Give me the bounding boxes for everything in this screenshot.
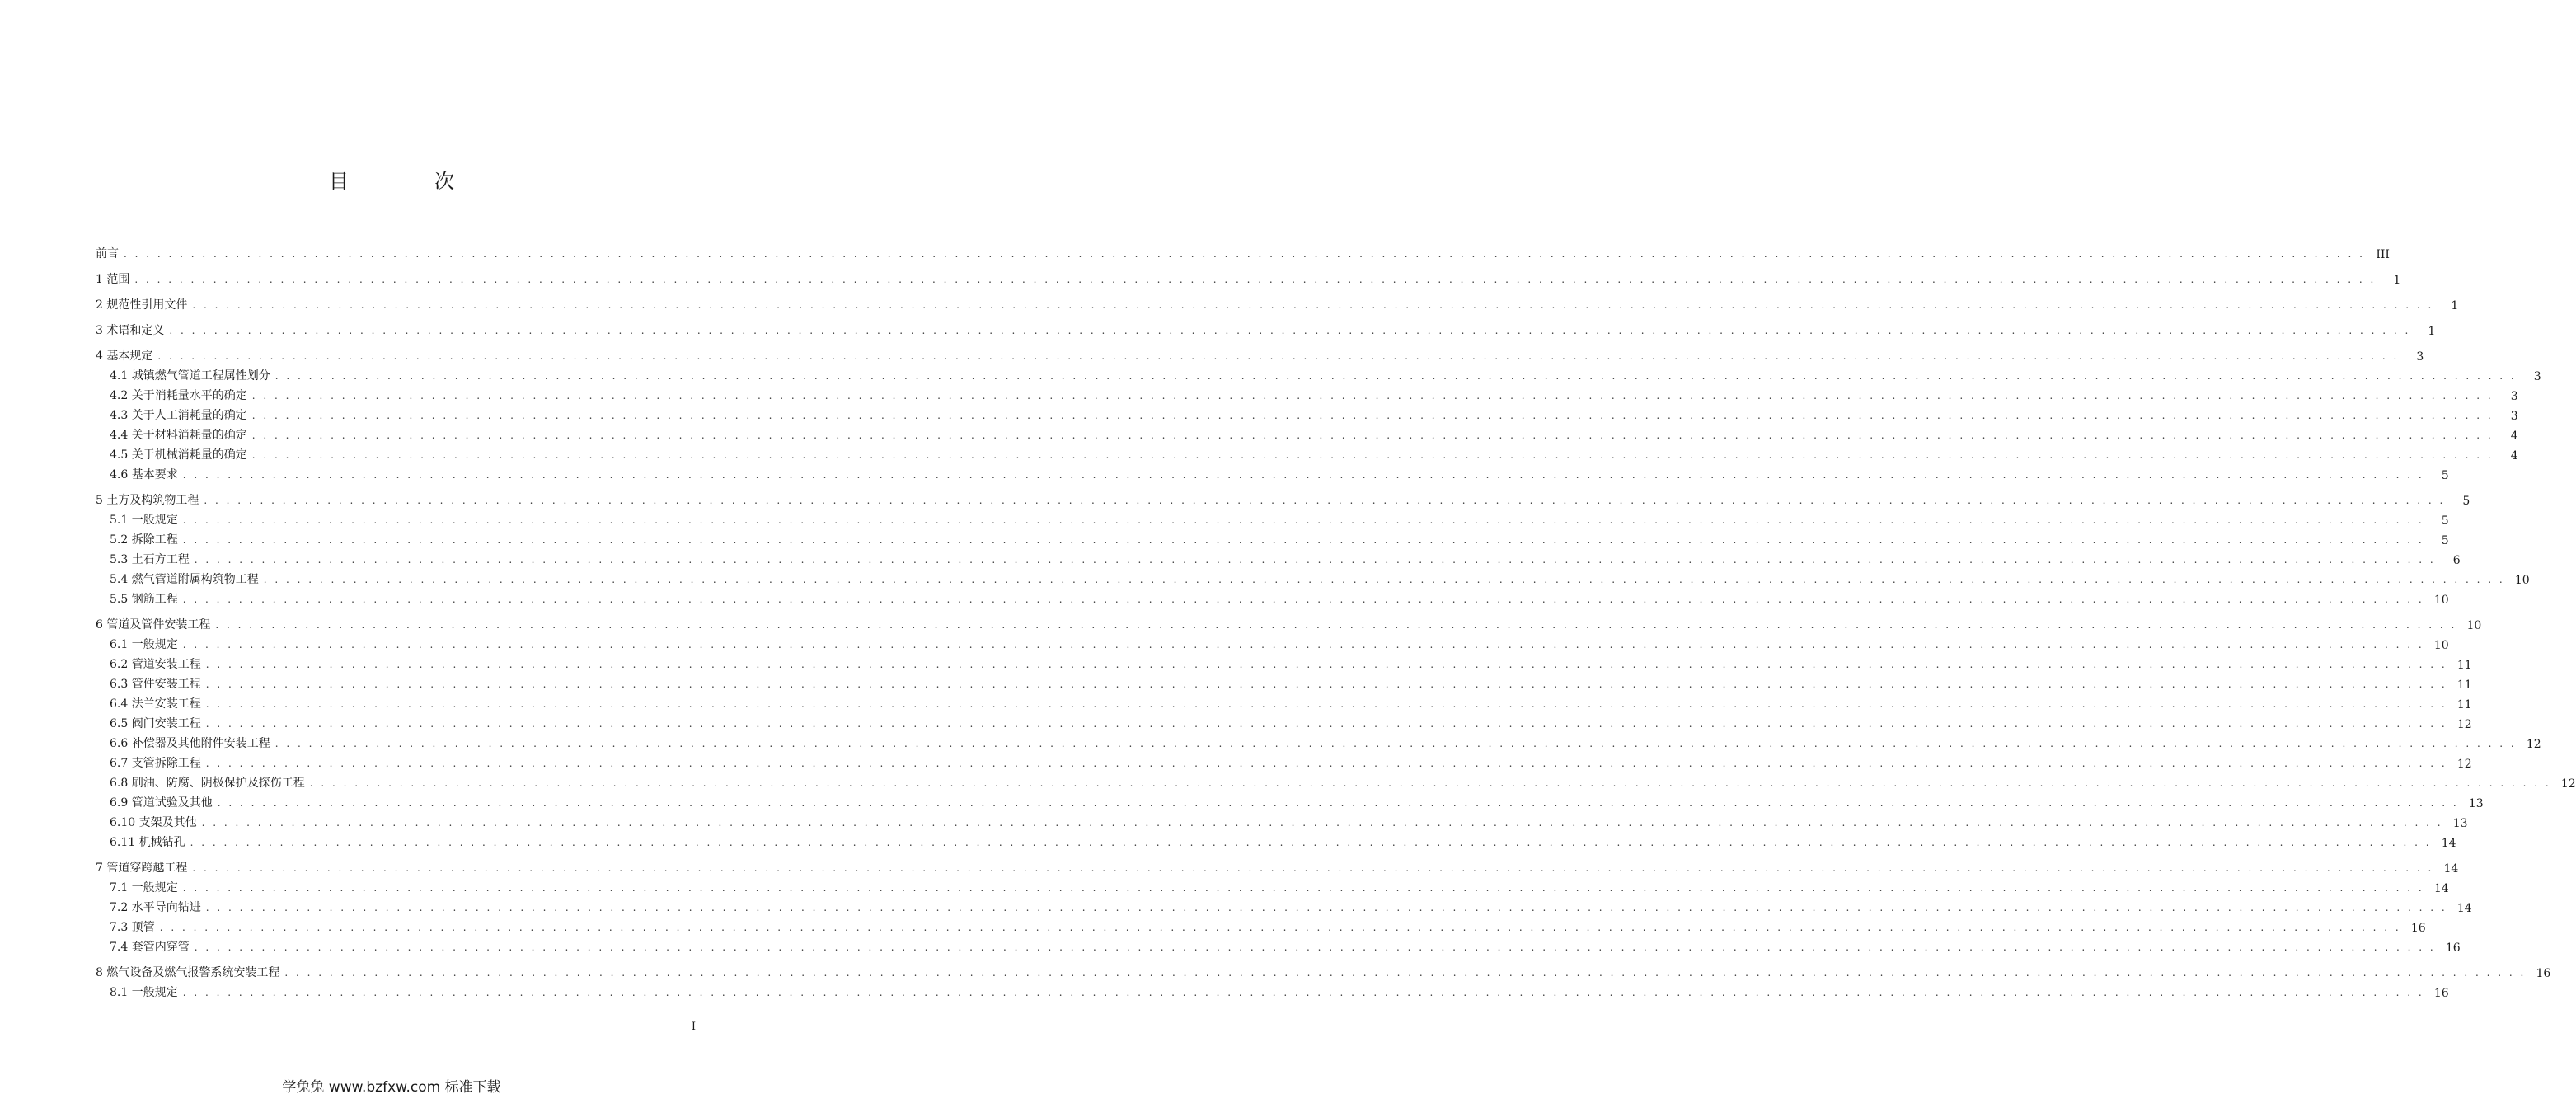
toc-entry-page: 5 [2441, 469, 2449, 482]
toc-entry-page: 10 [2514, 574, 2530, 587]
toc-leader-dots: . . . . . . . . . . . . . . . . . . . . . . . . . . . . . . . . . . . . . . . . . . . . . . . . . . . . . . . . . . . . . . . . . . . . . . . . . . . . . . . . . . . . . . . . . . . . . . . . . . . . . . . . . . . . . . . . . . . . . . . . . . . . . . . . . . . . . . . . . . . . . . . . . . . . . . . . . . . . . . . . . . . . . . . . . . . . . . . . . . . . . . . . . . . . . . . . . . . . . . . . [274, 370, 2517, 382]
toc-entry-label: 4.6 基本要求 [110, 468, 178, 481]
toc-entry-label: 5.4 燃气管道附属构筑物工程 [110, 573, 259, 586]
toc-entry-label: 4 基本规定 [96, 350, 153, 363]
toc-leader-dots: . . . . . . . . . . . . . . . . . . . . . . . . . . . . . . . . . . . . . . . . . . . . . . . . . . . . . . . . . . . . . . . . . . . . . . . . . . . . . . . . . . . . . . . . . . . . . . . . . . . . . . . . . . . . . . . . . . . . . . . . . . . . . . . . . . . . . . . . . . . . . . . . . . . . . . . . . . . . . . . . . . . . . . . . . . . . . . . . . . . . . . . . . . . . . . . . . . . . . . . . [201, 817, 2443, 829]
toc-entry[interactable] [96, 876, 2449, 895]
toc-entry[interactable] [96, 567, 2530, 587]
toc-entry-page: 11 [2456, 678, 2472, 692]
toc-entry[interactable] [96, 915, 2426, 935]
toc-entry-label: 2 规范性引用文件 [96, 298, 188, 312]
toc-entry-page: 16 [2433, 987, 2449, 1000]
toc-entry-label: 7.3 顶管 [110, 921, 155, 934]
toc-entry-label: 5.1 一般规定 [110, 514, 178, 527]
toc-leader-dots: . . . . . . . . . . . . . . . . . . . . . . . . . . . . . . . . . . . . . . . . . . . . . . . . . . . . . . . . . . . . . . . . . . . . . . . . . . . . . . . . . . . . . . . . . . . . . . . . . . . . . . . . . . . . . . . . . . . . . . . . . . . . . . . . . . . . . . . . . . . . . . . . . . . . . . . . . . . . . . . . . . . . . . . . . . . . . . . . . . . . . . . . . . . . . . . . . . . . . . . . [182, 987, 2424, 998]
toc-entry[interactable] [96, 652, 2472, 672]
toc-leader-dots: . . . . . . . . . . . . . . . . . . . . . . . . . . . . . . . . . . . . . . . . . . . . . . . . . . . . . . . . . . . . . . . . . . . . . . . . . . . . . . . . . . . . . . . . . . . . . . . . . . . . . . . . . . . . . . . . . . . . . . . . . . . . . . . . . . . . . . . . . . . . . . . . . . . . . . . . . . . . . . . . . . . . . . . . . . . . . . . . . . . . . . . . . . . . . . . . . . . . . . . . [194, 554, 2436, 566]
toc-leader-dots: . . . . . . . . . . . . . . . . . . . . . . . . . . . . . . . . . . . . . . . . . . . . . . . . . . . . . . . . . . . . . . . . . . . . . . . . . . . . . . . . . . . . . . . . . . . . . . . . . . . . . . . . . . . . . . . . . . . . . . . . . . . . . . . . . . . . . . . . . . . . . . . . . . . . . . . . . . . . . . . . . . . . . . . . . . . . . . . . . . . . . . . . . . . . . . . . . . . . . . . . [251, 430, 2494, 441]
toc-entry-label: 5 土方及构筑物工程 [96, 494, 199, 507]
toc-entry-label: 4.5 关于机械消耗量的确定 [110, 448, 247, 462]
toc-entry-page: III [2376, 248, 2390, 261]
toc-leader-dots: . . . . . . . . . . . . . . . . . . . . . . . . . . . . . . . . . . . . . . . . . . . . . . . . . . . . . . . . . . . . . . . . . . . . . . . . . . . . . . . . . . . . . . . . . . . . . . . . . . . . . . . . . . . . . . . . . . . . . . . . . . . . . . . . . . . . . . . . . . . . . . . . . . . . . . . . . . . . . . . . . . . . . . . . . . . . . . . . . . . . . . . . . . . . . . . . . . . . . . . . [205, 902, 2447, 913]
toc-entry-page: 12 [2526, 738, 2541, 751]
footer-watermark: 学兔兔 www.bzfxw.com 标准下载 [282, 1079, 501, 1096]
toc-entry-label: 6.3 管件安装工程 [110, 678, 201, 691]
toc-entry-page: 14 [2443, 862, 2459, 876]
toc-entry-label: 6.8 刷油、防腐、阴极保护及探伤工程 [110, 777, 305, 790]
toc-entry-label: 4.2 关于消耗量水平的确定 [110, 389, 247, 402]
toc-leader-dots: . . . . . . . . . . . . . . . . . . . . . . . . . . . . . . . . . . . . . . . . . . . . . . . . . . . . . . . . . . . . . . . . . . . . . . . . . . . . . . . . . . . . . . . . . . . . . . . . . . . . . . . . . . . . . . . . . . . . . . . . . . . . . . . . . . . . . . . . . . . . . . . . . . . . . . . . . . . . . . . . . . . . . . . . . . . . . . . . . . . . . . . . . . . . . . . . . . . . . . . . [157, 350, 2400, 362]
toc-entry-label: 7.1 一般规定 [110, 881, 178, 894]
toc-entry[interactable] [96, 607, 2482, 632]
page-number: I [691, 1021, 696, 1033]
toc-entry-page: 14 [2433, 882, 2449, 895]
toc-entry-label: 1 范围 [96, 273, 130, 286]
toc-entry[interactable] [96, 364, 2541, 383]
toc-entry[interactable] [96, 935, 2461, 955]
toc-entry-label: 4.1 城镇燃气管道工程属性划分 [110, 369, 270, 383]
toc-entry[interactable] [96, 751, 2472, 771]
toc-entry[interactable] [96, 955, 2551, 980]
toc-entry[interactable] [96, 423, 2518, 443]
toc-entry-label: 6.11 机械钻孔 [110, 836, 185, 849]
toc-entry-page: 13 [2452, 817, 2468, 830]
toc-entry-page: 14 [2456, 902, 2472, 915]
toc-leader-dots: . . . . . . . . . . . . . . . . . . . . . . . . . . . . . . . . . . . . . . . . . . . . . . . . . . . . . . . . . . . . . . . . . . . . . . . . . . . . . . . . . . . . . . . . . . . . . . . . . . . . . . . . . . . . . . . . . . . . . . . . . . . . . . . . . . . . . . . . . . . . . . . . . . . . . . . . . . . . . . . . . . . . . . . . . . . . . . . . . . . . . . . . . . . . . . . . . . . . . . . . [182, 639, 2424, 650]
toc-entry-label: 7 管道穿跨越工程 [96, 862, 188, 875]
toc-entry-page: 4 [2510, 430, 2518, 443]
toc-leader-dots: . . . . . . . . . . . . . . . . . . . . . . . . . . . . . . . . . . . . . . . . . . . . . . . . . . . . . . . . . . . . . . . . . . . . . . . . . . . . . . . . . . . . . . . . . . . . . . . . . . . . . . . . . . . . . . . . . . . . . . . . . . . . . . . . . . . . . . . . . . . . . . . . . . . . . . . . . . . . . . . . . . . . . . . . . . . . . . . . . . . . . . . . . . . . . . . . . . . . . . . . [204, 495, 2446, 506]
toc-entry-page: 3 [2533, 370, 2541, 383]
toc-entry[interactable] [96, 692, 2472, 711]
toc-entry-page: 5 [2441, 534, 2449, 547]
toc-entry[interactable] [96, 632, 2449, 652]
table-of-contents [96, 236, 2576, 1000]
toc-entry[interactable] [96, 403, 2518, 423]
toc-entry-label: 7.4 套管内穿管 [110, 941, 190, 954]
toc-entry-page: 16 [2536, 967, 2551, 980]
toc-leader-dots: . . . . . . . . . . . . . . . . . . . . . . . . . . . . . . . . . . . . . . . . . . . . . . . . . . . . . . . . . . . . . . . . . . . . . . . . . . . . . . . . . . . . . . . . . . . . . . . . . . . . . . . . . . . . . . . . . . . . . . . . . . . . . . . . . . . . . . . . . . . . . . . . . . . . . . . . . . . . . . . . . . . . . . . . . . . . . . . . . . . . . . . . . . . . . . . . . . . . . . . . [284, 967, 2527, 979]
toc-entry-label: 前言 [96, 247, 119, 261]
toc-entry-page: 3 [2510, 410, 2518, 423]
toc-entry-page: 5 [2441, 514, 2449, 528]
toc-leader-dots: . . . . . . . . . . . . . . . . . . . . . . . . . . . . . . . . . . . . . . . . . . . . . . . . . . . . . . . . . . . . . . . . . . . . . . . . . . . . . . . . . . . . . . . . . . . . . . . . . . . . . . . . . . . . . . . . . . . . . . . . . . . . . . . . . . . . . . . . . . . . . . . . . . . . . . . . . . . . . . . . . . . . . . . . . . . . . . . . . . . . . . . . . . . . . . . . . . . . . . . . [205, 718, 2447, 730]
toc-leader-dots: . . . . . . . . . . . . . . . . . . . . . . . . . . . . . . . . . . . . . . . . . . . . . . . . . . . . . . . . . . . . . . . . . . . . . . . . . . . . . . . . . . . . . . . . . . . . . . . . . . . . . . . . . . . . . . . . . . . . . . . . . . . . . . . . . . . . . . . . . . . . . . . . . . . . . . . . . . . . . . . . . . . . . . . . . . . . . . . . . . . . . . . . . . . . . . . . . . . . . . . . [205, 678, 2447, 690]
toc-entry-page: 11 [2456, 698, 2472, 711]
toc-entry[interactable] [96, 482, 2470, 508]
toc-entry-page: 12 [2560, 777, 2576, 791]
toc-entry[interactable] [96, 443, 2518, 462]
toc-entry-page: 5 [2462, 495, 2470, 508]
toc-leader-dots: . . . . . . . . . . . . . . . . . . . . . . . . . . . . . . . . . . . . . . . . . . . . . . . . . . . . . . . . . . . . . . . . . . . . . . . . . . . . . . . . . . . . . . . . . . . . . . . . . . . . . . . . . . . . . . . . . . . . . . . . . . . . . . . . . . . . . . . . . . . . . . . . . . . . . . . . . . . . . . . . . . . . . . . . . . . . . . . . . . . . . . . . . . . . . . . . . . . . . . . . [274, 738, 2517, 749]
toc-entry[interactable] [96, 508, 2449, 528]
toc-entry-label: 6.10 支架及其他 [110, 816, 197, 829]
toc-entry-page: 16 [2445, 941, 2461, 955]
toc-entry-label: 6.7 支管拆除工程 [110, 757, 201, 770]
toc-leader-dots: . . . . . . . . . . . . . . . . . . . . . . . . . . . . . . . . . . . . . . . . . . . . . . . . . . . . . . . . . . . . . . . . . . . . . . . . . . . . . . . . . . . . . . . . . . . . . . . . . . . . . . . . . . . . . . . . . . . . . . . . . . . . . . . . . . . . . . . . . . . . . . . . . . . . . . . . . . . . . . . . . . . . . . . . . . . . . . . . . . . . . . . . . . . . . . . . . . . . . . . . [182, 514, 2424, 526]
toc-entry[interactable] [96, 287, 2459, 312]
toc-leader-dots: . . . . . . . . . . . . . . . . . . . . . . . . . . . . . . . . . . . . . . . . . . . . . . . . . . . . . . . . . . . . . . . . . . . . . . . . . . . . . . . . . . . . . . . . . . . . . . . . . . . . . . . . . . . . . . . . . . . . . . . . . . . . . . . . . . . . . . . . . . . . . . . . . . . . . . . . . . . . . . . . . . . . . . . . . . . . . . . . . . . . . . . . . . . . . . . . . . . . . . . . [205, 698, 2447, 710]
toc-entry-page: 12 [2456, 718, 2472, 731]
toc-entry-label: 6 管道及管件安装工程 [96, 618, 211, 631]
toc-entry[interactable] [96, 236, 2390, 261]
toc-entry[interactable] [96, 547, 2461, 567]
toc-entry-label: 6.6 补偿器及其他附件安装工程 [110, 737, 270, 750]
toc-leader-dots: . . . . . . . . . . . . . . . . . . . . . . . . . . . . . . . . . . . . . . . . . . . . . . . . . . . . . . . . . . . . . . . . . . . . . . . . . . . . . . . . . . . . . . . . . . . . . . . . . . . . . . . . . . . . . . . . . . . . . . . . . . . . . . . . . . . . . . . . . . . . . . . . . . . . . . . . . . . . . . . . . . . . . . . . . . . . . . . . . . . . . . . . . . . . . . . . . . . . . . . . [182, 469, 2424, 481]
toc-leader-dots: . . . . . . . . . . . . . . . . . . . . . . . . . . . . . . . . . . . . . . . . . . . . . . . . . . . . . . . . . . . . . . . . . . . . . . . . . . . . . . . . . . . . . . . . . . . . . . . . . . . . . . . . . . . . . . . . . . . . . . . . . . . . . . . . . . . . . . . . . . . . . . . . . . . . . . . . . . . . . . . . . . . . . . . . . . . . . . . . . . . . . . . . . . . . . . . . . . . . . . . . [263, 574, 2505, 585]
toc-leader-dots: . . . . . . . . . . . . . . . . . . . . . . . . . . . . . . . . . . . . . . . . . . . . . . . . . . . . . . . . . . . . . . . . . . . . . . . . . . . . . . . . . . . . . . . . . . . . . . . . . . . . . . . . . . . . . . . . . . . . . . . . . . . . . . . . . . . . . . . . . . . . . . . . . . . . . . . . . . . . . . . . . . . . . . . . . . . . . . . . . . . . . . . . . . . . . . . . . . . . . . . . [205, 659, 2447, 670]
toc-leader-dots: . . . . . . . . . . . . . . . . . . . . . . . . . . . . . . . . . . . . . . . . . . . . . . . . . . . . . . . . . . . . . . . . . . . . . . . . . . . . . . . . . . . . . . . . . . . . . . . . . . . . . . . . . . . . . . . . . . . . . . . . . . . . . . . . . . . . . . . . . . . . . . . . . . . . . . . . . . . . . . . . . . . . . . . . . . . . . . . . . . . . . . . . . . . . . . . . . . . . . . . . [251, 390, 2494, 401]
toc-entry-page: 6 [2452, 554, 2461, 567]
toc-leader-dots: . . . . . . . . . . . . . . . . . . . . . . . . . . . . . . . . . . . . . . . . . . . . . . . . . . . . . . . . . . . . . . . . . . . . . . . . . . . . . . . . . . . . . . . . . . . . . . . . . . . . . . . . . . . . . . . . . . . . . . . . . . . . . . . . . . . . . . . . . . . . . . . . . . . . . . . . . . . . . . . . . . . . . . . . . . . . . . . . . . . . . . . . . . . . . . . . . . . . . . . . [182, 594, 2424, 605]
toc-entry-page: 12 [2456, 758, 2472, 771]
toc-entry-page: 1 [2451, 299, 2459, 312]
toc-leader-dots: . . . . . . . . . . . . . . . . . . . . . . . . . . . . . . . . . . . . . . . . . . . . . . . . . . . . . . . . . . . . . . . . . . . . . . . . . . . . . . . . . . . . . . . . . . . . . . . . . . . . . . . . . . . . . . . . . . . . . . . . . . . . . . . . . . . . . . . . . . . . . . . . . . . . . . . . . . . . . . . . . . . . . . . . . . . . . . . . . . . . . . . . . . . . . . . . . . . . . . . . [169, 325, 2411, 336]
toc-entry-label: 5.2 拆除工程 [110, 533, 178, 547]
toc-entry-label: 8 燃气设备及燃气报警系统安装工程 [96, 966, 280, 979]
toc-leader-dots: . . . . . . . . . . . . . . . . . . . . . . . . . . . . . . . . . . . . . . . . . . . . . . . . . . . . . . . . . . . . . . . . . . . . . . . . . . . . . . . . . . . . . . . . . . . . . . . . . . . . . . . . . . . . . . . . . . . . . . . . . . . . . . . . . . . . . . . . . . . . . . . . . . . . . . . . . . . . . . . . . . . . . . . . . . . . . . . . . . . . . . . . . . . . . . . . . . . . . . . . [215, 619, 2457, 631]
toc-entry-page: 3 [2510, 390, 2518, 403]
toc-entry[interactable] [96, 711, 2472, 731]
toc-entry[interactable] [96, 261, 2401, 287]
toc-entry-label: 8.1 一般规定 [110, 986, 178, 999]
toc-entry-page: 11 [2456, 659, 2472, 672]
toc-entry-label: 6.4 法兰安装工程 [110, 697, 201, 711]
toc-leader-dots: . . . . . . . . . . . . . . . . . . . . . . . . . . . . . . . . . . . . . . . . . . . . . . . . . . . . . . . . . . . . . . . . . . . . . . . . . . . . . . . . . . . . . . . . . . . . . . . . . . . . . . . . . . . . . . . . . . . . . . . . . . . . . . . . . . . . . . . . . . . . . . . . . . . . . . . . . . . . . . . . . . . . . . . . . . . . . . . . . . . . . . . . . . . . . . . . . . . . . . . . [124, 248, 2365, 260]
toc-entry-page: 1 [2393, 274, 2401, 287]
toc-entry-label: 7.2 水平导向钻进 [110, 901, 201, 914]
toc-entry-page: 4 [2510, 449, 2518, 462]
toc-entry[interactable] [96, 338, 2424, 364]
toc-entry[interactable] [96, 771, 2576, 791]
toc-leader-dots: . . . . . . . . . . . . . . . . . . . . . . . . . . . . . . . . . . . . . . . . . . . . . . . . . . . . . . . . . . . . . . . . . . . . . . . . . . . . . . . . . . . . . . . . . . . . . . . . . . . . . . . . . . . . . . . . . . . . . . . . . . . . . . . . . . . . . . . . . . . . . . . . . . . . . . . . . . . . . . . . . . . . . . . . . . . . . . . . . . . . . . . . . . . . . . . . . . . . . . . . [251, 449, 2494, 461]
page-title: 目 次 [329, 170, 487, 193]
toc-leader-dots: . . . . . . . . . . . . . . . . . . . . . . . . . . . . . . . . . . . . . . . . . . . . . . . . . . . . . . . . . . . . . . . . . . . . . . . . . . . . . . . . . . . . . . . . . . . . . . . . . . . . . . . . . . . . . . . . . . . . . . . . . . . . . . . . . . . . . . . . . . . . . . . . . . . . . . . . . . . . . . . . . . . . . . . . . . . . . . . . . . . . . . . . . . . . . . . . . . . . . . . . [217, 797, 2459, 809]
toc-entry-label: 6.9 管道试验及其他 [110, 796, 213, 810]
toc-entry[interactable] [96, 587, 2449, 607]
toc-entry[interactable] [96, 462, 2449, 482]
toc-leader-dots: . . . . . . . . . . . . . . . . . . . . . . . . . . . . . . . . . . . . . . . . . . . . . . . . . . . . . . . . . . . . . . . . . . . . . . . . . . . . . . . . . . . . . . . . . . . . . . . . . . . . . . . . . . . . . . . . . . . . . . . . . . . . . . . . . . . . . . . . . . . . . . . . . . . . . . . . . . . . . . . . . . . . . . . . . . . . . . . . . . . . . . . . . . . . . . . . . . . . . . . . [251, 410, 2494, 421]
toc-entry[interactable] [96, 980, 2449, 1000]
toc-entry[interactable] [96, 830, 2456, 850]
toc-entry[interactable] [96, 528, 2449, 547]
toc-entry-label: 5.3 土石方工程 [110, 553, 190, 566]
toc-entry-page: 10 [2466, 619, 2482, 632]
toc-leader-dots: . . . . . . . . . . . . . . . . . . . . . . . . . . . . . . . . . . . . . . . . . . . . . . . . . . . . . . . . . . . . . . . . . . . . . . . . . . . . . . . . . . . . . . . . . . . . . . . . . . . . . . . . . . . . . . . . . . . . . . . . . . . . . . . . . . . . . . . . . . . . . . . . . . . . . . . . . . . . . . . . . . . . . . . . . . . . . . . . . . . . . . . . . . . . . . . . . . . . . . . . [190, 837, 2432, 848]
toc-entry[interactable] [96, 895, 2472, 915]
toc-entry-page: 1 [2428, 325, 2436, 338]
toc-leader-dots: . . . . . . . . . . . . . . . . . . . . . . . . . . . . . . . . . . . . . . . . . . . . . . . . . . . . . . . . . . . . . . . . . . . . . . . . . . . . . . . . . . . . . . . . . . . . . . . . . . . . . . . . . . . . . . . . . . . . . . . . . . . . . . . . . . . . . . . . . . . . . . . . . . . . . . . . . . . . . . . . . . . . . . . . . . . . . . . . . . . . . . . . . . . . . . . . . . . . . . . . [192, 862, 2434, 874]
toc-entry[interactable] [96, 383, 2518, 403]
toc-entry[interactable] [96, 791, 2484, 810]
toc-entry-label: 4.4 关于材料消耗量的确定 [110, 429, 247, 442]
toc-entry-page: 14 [2441, 837, 2456, 850]
toc-entry[interactable] [96, 312, 2436, 338]
toc-entry-page: 3 [2416, 350, 2424, 364]
toc-entry-page: 10 [2433, 594, 2449, 607]
toc-leader-dots: . . . . . . . . . . . . . . . . . . . . . . . . . . . . . . . . . . . . . . . . . . . . . . . . . . . . . . . . . . . . . . . . . . . . . . . . . . . . . . . . . . . . . . . . . . . . . . . . . . . . . . . . . . . . . . . . . . . . . . . . . . . . . . . . . . . . . . . . . . . . . . . . . . . . . . . . . . . . . . . . . . . . . . . . . . . . . . . . . . . . . . . . . . . . . . . . . . . . . . . . [309, 777, 2551, 789]
toc-entry-page: 10 [2433, 639, 2449, 652]
toc-leader-dots: . . . . . . . . . . . . . . . . . . . . . . . . . . . . . . . . . . . . . . . . . . . . . . . . . . . . . . . . . . . . . . . . . . . . . . . . . . . . . . . . . . . . . . . . . . . . . . . . . . . . . . . . . . . . . . . . . . . . . . . . . . . . . . . . . . . . . . . . . . . . . . . . . . . . . . . . . . . . . . . . . . . . . . . . . . . . . . . . . . . . . . . . . . . . . . . . . . . . . . . . [134, 274, 2377, 285]
toc-entry-label: 6.5 阀门安装工程 [110, 717, 201, 730]
toc-leader-dots: . . . . . . . . . . . . . . . . . . . . . . . . . . . . . . . . . . . . . . . . . . . . . . . . . . . . . . . . . . . . . . . . . . . . . . . . . . . . . . . . . . . . . . . . . . . . . . . . . . . . . . . . . . . . . . . . . . . . . . . . . . . . . . . . . . . . . . . . . . . . . . . . . . . . . . . . . . . . . . . . . . . . . . . . . . . . . . . . . . . . . . . . . . . . . . . . . . . . . . . . [205, 758, 2447, 769]
toc-entry[interactable] [96, 850, 2459, 876]
toc-leader-dots: . . . . . . . . . . . . . . . . . . . . . . . . . . . . . . . . . . . . . . . . . . . . . . . . . . . . . . . . . . . . . . . . . . . . . . . . . . . . . . . . . . . . . . . . . . . . . . . . . . . . . . . . . . . . . . . . . . . . . . . . . . . . . . . . . . . . . . . . . . . . . . . . . . . . . . . . . . . . . . . . . . . . . . . . . . . . . . . . . . . . . . . . . . . . . . . . . . . . . . . . [192, 299, 2434, 311]
toc-entry[interactable] [96, 672, 2472, 692]
toc-entry-label: 5.5 钢筋工程 [110, 593, 178, 606]
toc-leader-dots: . . . . . . . . . . . . . . . . . . . . . . . . . . . . . . . . . . . . . . . . . . . . . . . . . . . . . . . . . . . . . . . . . . . . . . . . . . . . . . . . . . . . . . . . . . . . . . . . . . . . . . . . . . . . . . . . . . . . . . . . . . . . . . . . . . . . . . . . . . . . . . . . . . . . . . . . . . . . . . . . . . . . . . . . . . . . . . . . . . . . . . . . . . . . . . . . . . . . . . . . [182, 534, 2424, 546]
toc-leader-dots: . . . . . . . . . . . . . . . . . . . . . . . . . . . . . . . . . . . . . . . . . . . . . . . . . . . . . . . . . . . . . . . . . . . . . . . . . . . . . . . . . . . . . . . . . . . . . . . . . . . . . . . . . . . . . . . . . . . . . . . . . . . . . . . . . . . . . . . . . . . . . . . . . . . . . . . . . . . . . . . . . . . . . . . . . . . . . . . . . . . . . . . . . . . . . . . . . . . . . . . . [159, 922, 2401, 933]
toc-entry-label: 6.1 一般规定 [110, 638, 178, 651]
toc-entry[interactable] [96, 810, 2468, 830]
toc-entry-label: 4.3 关于人工消耗量的确定 [110, 409, 247, 422]
toc-entry-label: 6.2 管道安装工程 [110, 658, 201, 671]
toc-leader-dots: . . . . . . . . . . . . . . . . . . . . . . . . . . . . . . . . . . . . . . . . . . . . . . . . . . . . . . . . . . . . . . . . . . . . . . . . . . . . . . . . . . . . . . . . . . . . . . . . . . . . . . . . . . . . . . . . . . . . . . . . . . . . . . . . . . . . . . . . . . . . . . . . . . . . . . . . . . . . . . . . . . . . . . . . . . . . . . . . . . . . . . . . . . . . . . . . . . . . . . . . [194, 941, 2436, 953]
toc-entry-page: 13 [2468, 797, 2484, 810]
toc-leader-dots: . . . . . . . . . . . . . . . . . . . . . . . . . . . . . . . . . . . . . . . . . . . . . . . . . . . . . . . . . . . . . . . . . . . . . . . . . . . . . . . . . . . . . . . . . . . . . . . . . . . . . . . . . . . . . . . . . . . . . . . . . . . . . . . . . . . . . . . . . . . . . . . . . . . . . . . . . . . . . . . . . . . . . . . . . . . . . . . . . . . . . . . . . . . . . . . . . . . . . . . . [182, 882, 2424, 894]
toc-entry[interactable] [96, 731, 2541, 751]
toc-entry-page: 16 [2410, 922, 2426, 935]
toc-entry-label: 3 术语和定义 [96, 324, 165, 337]
